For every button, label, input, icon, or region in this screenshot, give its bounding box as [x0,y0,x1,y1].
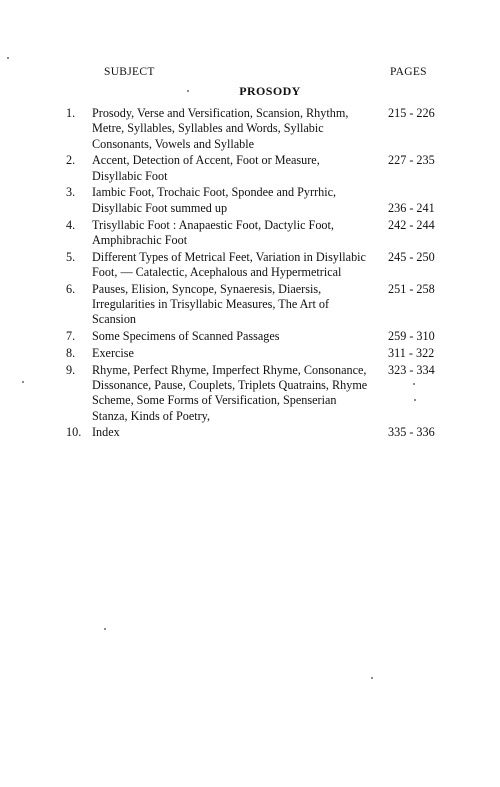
entry-number: 10. [66,425,82,440]
entry-subject: Accent, Detection of Accent, Foot or Measure, Disyllabic Foot [92,153,320,183]
toc-entry-9 [66,363,446,424]
scan-speck [22,381,24,383]
entry-number: 3. [66,185,76,200]
subject-column-header: SUBJECT [104,66,155,78]
toc-entry-8 [66,346,446,361]
entry-pages: 311 - 322 [388,345,435,360]
entry-number: 5. [66,249,76,264]
entry-subject: Prosody, Verse and Versification, Scansion, Rhythm, Metre, Syllables, Syllables and Words, Syllabic Consonants, Vowels and Syllable [92,106,349,151]
entry-number: 2. [66,153,76,168]
scan-speck [187,90,189,92]
entry-pages: 227 - 235 [388,153,435,168]
scan-speck [104,628,106,630]
section-title: PROSODY [239,84,301,98]
toc-entry-3 [66,185,446,216]
entry-pages: 259 - 310 [388,329,435,344]
toc-entry-2 [66,153,446,184]
entry-pages: 323 - 334 [388,362,435,377]
entry-number: 6. [66,281,76,296]
scan-speck [414,399,416,401]
entry-subject: Iambic Foot, Trochaic Foot, Spondee and Pyrrhic, Disyllabic Foot summed up [92,185,337,215]
toc-entry-5 [66,250,446,281]
entry-pages: 236 - 241 [388,200,435,215]
toc-entry-4 [66,218,446,249]
entry-subject: Exercise [92,345,134,360]
entry-pages: 251 - 258 [388,281,435,296]
entry-number: 7. [66,329,76,344]
entry-subject: Trisyllabic Foot : Anapaestic Foot, Dactylic Foot, Amphibrachic Foot [92,217,334,247]
table-of-contents [66,106,446,442]
pages-column-header: PAGES [390,66,427,78]
scan-speck [7,57,9,59]
entry-pages: 242 - 244 [388,217,435,232]
toc-entry-10 [66,425,446,440]
entry-subject: Index [92,425,120,440]
entry-subject: Some Specimens of Scanned Passages [92,329,280,344]
toc-entry-7 [66,329,446,344]
scan-speck [413,383,415,385]
entry-number: 8. [66,345,76,360]
entry-pages: 245 - 250 [388,249,435,264]
scan-speck [371,677,373,679]
entry-pages: 215 - 226 [388,106,435,120]
entry-subject: Different Types of Metrical Feet, Variation in Disyllabic Foot, — Catalectic, Acephalous and Hypermetrical [92,249,366,279]
entry-subject: Rhyme, Perfect Rhyme, Imperfect Rhyme, Consonance, Dissonance, Pause, Couplets, Triplets Quatrains, Rhyme Scheme, Some Forms of Versification, Spenserian Stanza, Kinds of Poetry, [92,362,368,423]
entry-number: 1. [66,106,76,120]
toc-entry-1 [66,106,446,152]
entry-number: 4. [66,217,76,232]
entry-pages: 335 - 336 [388,425,435,440]
entry-subject: Pauses, Elision, Syncope, Synaeresis, Diaersis, Irregularities in Trisyllabic Measures, The Art of Scansion [92,281,330,327]
toc-entry-6 [66,282,446,328]
entry-number: 9. [66,362,76,377]
